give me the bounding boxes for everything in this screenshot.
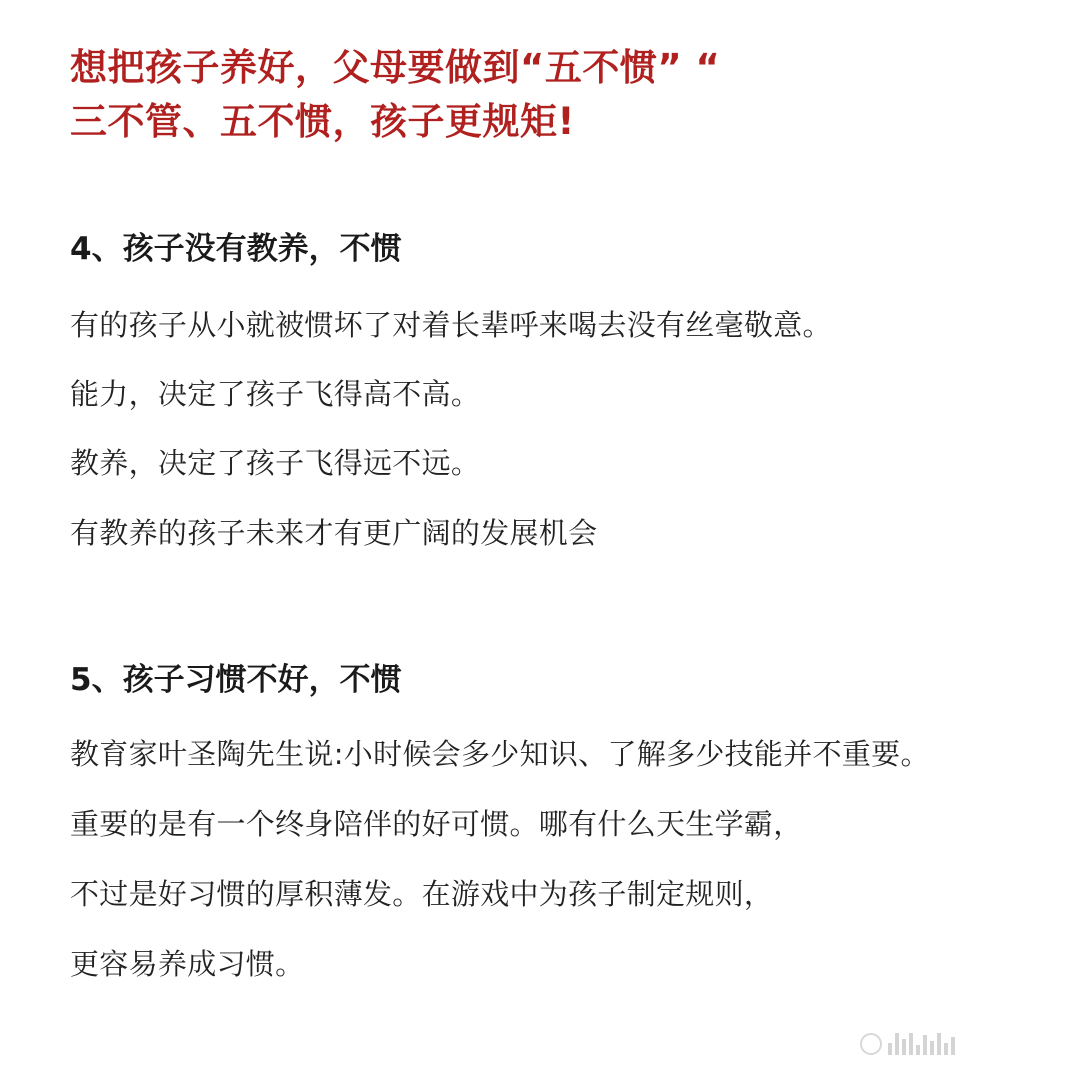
section-4-paragraph: 有的孩子从小就被惯坏了对着长辈呼来喝去没有丝毫敬意。	[70, 308, 832, 342]
watermark-logo	[860, 1030, 1060, 1058]
section-5-paragraph: 教育家叶圣陶先生说:小时候会多少知识、了解多少技能并不重要。	[70, 737, 930, 771]
watermark-circle-icon	[860, 1033, 882, 1055]
section-5-paragraph: 不过是好习惯的厚积薄发。在游戏中为孩子制定规则，	[70, 877, 774, 911]
section-4-paragraph: 有教养的孩子未来才有更广阔的发展机会	[70, 516, 598, 550]
section-4-paragraph: 教养，决定了孩子飞得远不远。	[70, 446, 481, 480]
section-4-paragraph: 能力，决定了孩子飞得高不高。	[70, 377, 481, 411]
article-title-line-1: 想把孩子养好，父母要做到“五不惯” “	[70, 46, 721, 89]
section-5-paragraph: 重要的是有一个终身陪伴的好可惯。哪有什么天生学霸，	[70, 807, 803, 841]
section-5-paragraph: 更容易养成习惯。	[70, 947, 305, 981]
article-title-line-2: 三不管、五不惯，孩子更规矩!	[70, 100, 575, 143]
section-4-heading: 4、孩子没有教养，不惯	[70, 231, 402, 267]
watermark-bars-icon	[888, 1033, 955, 1055]
section-5-heading: 5、孩子习惯不好，不惯	[70, 662, 402, 698]
